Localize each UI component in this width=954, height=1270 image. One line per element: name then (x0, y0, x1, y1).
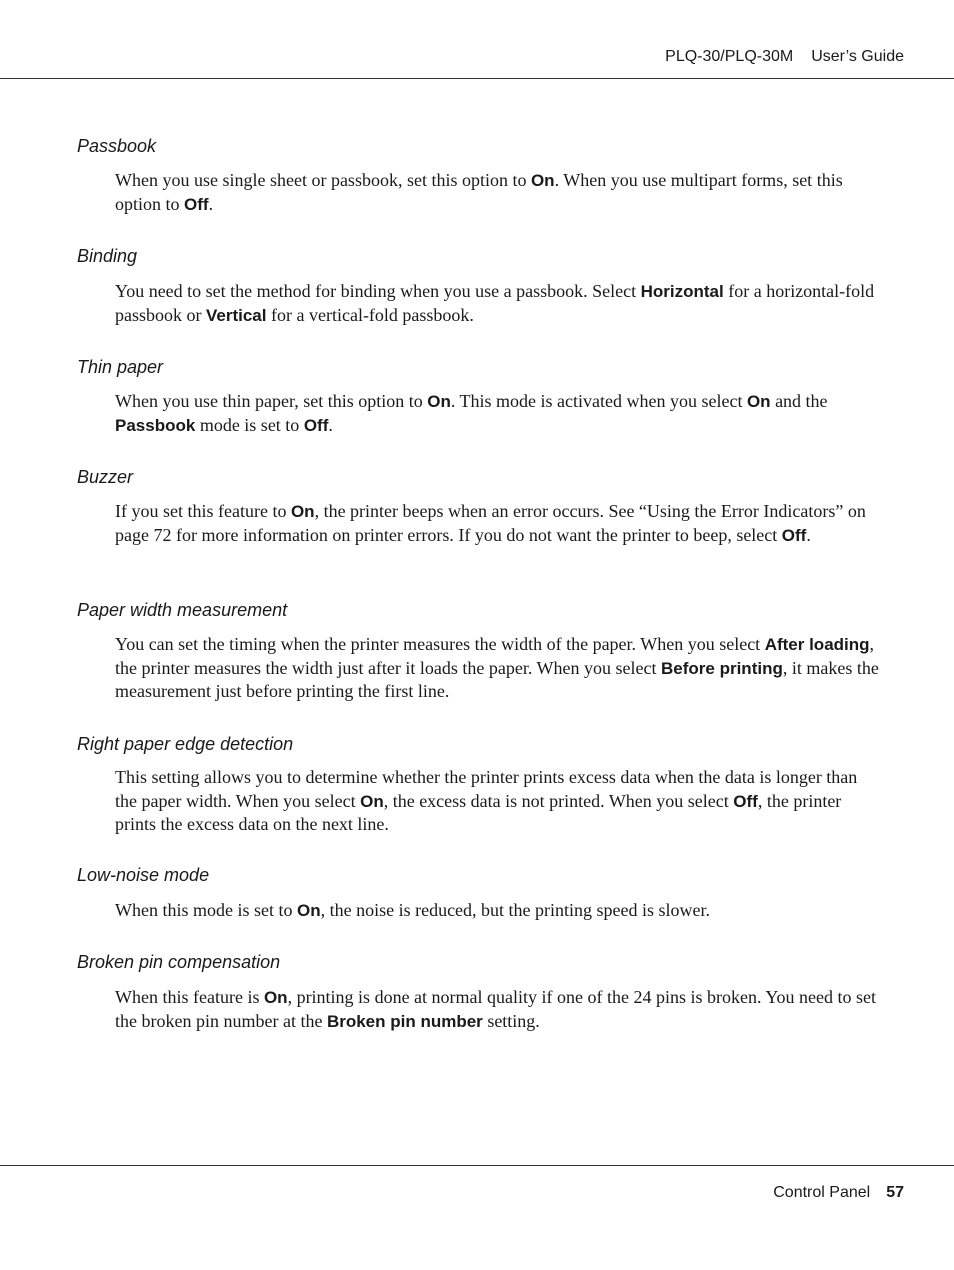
setting-value: On (296, 901, 321, 920)
setting-value: On (360, 791, 384, 811)
section-body-right-edge: This setting allows you to determine whether the printer prints excess data when the data is longer than the paper width. When you select On, the excess data is not printed. When you select Off, the printer prints the excess data on the next line. (115, 767, 858, 834)
setting-value: Off (781, 525, 807, 545)
section-body-paper-width: You can set the timing when the printer measures the width of the paper. When you select After loading, the printer measures the width just after it loads the paper. When you select Before printing, it makes the measurement just before printing the first line. (115, 634, 879, 701)
setting-value: Horizontal (640, 282, 724, 301)
section-heading-broken-pin: Broken pin compensation (77, 952, 281, 972)
page-footer (773, 1184, 904, 1202)
section-heading-passbook: Passbook (77, 136, 157, 156)
setting-value: Off (733, 791, 758, 811)
section-body-buzzer: If you set this feature to On, the printer beeps when an error occurs. See “Using the Error Indicators” on page 72 for more information on printer errors. If you do not want the printer to beep, select Off. (115, 501, 866, 545)
section-heading-paper-width: Paper width measurement (77, 600, 288, 620)
header-divider (0, 78, 954, 79)
setting-value: On (427, 392, 451, 411)
setting-value: Off (303, 415, 329, 435)
setting-value: Passbook (115, 415, 196, 435)
section-body-binding: You need to set the method for binding when you use a passbook. Select Horizontal for a horizontal-fold passbook or Vertical for a vertical-fold passbook. (115, 281, 875, 325)
section-heading-binding: Binding (77, 246, 138, 266)
setting-value: Broken pin number (326, 1011, 483, 1031)
setting-value: On (290, 502, 315, 521)
setting-value: On (746, 392, 771, 411)
footer-divider (0, 1165, 954, 1166)
product-name: PLQ-30/PLQ-30M (665, 48, 794, 65)
page-header (665, 48, 904, 66)
guide-title: User’s Guide (811, 48, 904, 65)
section-body-thin-paper: When you use thin paper, set this option to On. This mode is activated when you select On and the Passbook mode is set to Off. (115, 391, 828, 435)
section-body-broken-pin: When this feature is On, printing is done at normal quality if one of the 24 pins is broken. You need to set the broken pin number at the Broken pin number setting. (115, 987, 876, 1031)
section-heading-right-edge: Right paper edge detection (77, 734, 294, 754)
section-heading-thin-paper: Thin paper (77, 357, 164, 377)
section-heading-low-noise: Low-noise mode (77, 865, 210, 885)
setting-value: Vertical (206, 305, 267, 325)
setting-value: On (530, 171, 555, 190)
setting-value: Before printing (661, 658, 783, 678)
page-number: 57 (886, 1184, 904, 1201)
setting-value: Off (184, 194, 209, 214)
section-heading-buzzer: Buzzer (77, 467, 134, 487)
footer-section-title: Control Panel (773, 1184, 871, 1201)
section-body-low-noise: When this mode is set to On, the noise is reduced, but the printing speed is slower. (115, 900, 711, 920)
setting-value: On (263, 988, 288, 1007)
section-body-passbook: When you use single sheet or passbook, set this option to On. When you use multipart forms, set this option to Off. (115, 170, 843, 214)
setting-value: After loading (764, 635, 870, 654)
